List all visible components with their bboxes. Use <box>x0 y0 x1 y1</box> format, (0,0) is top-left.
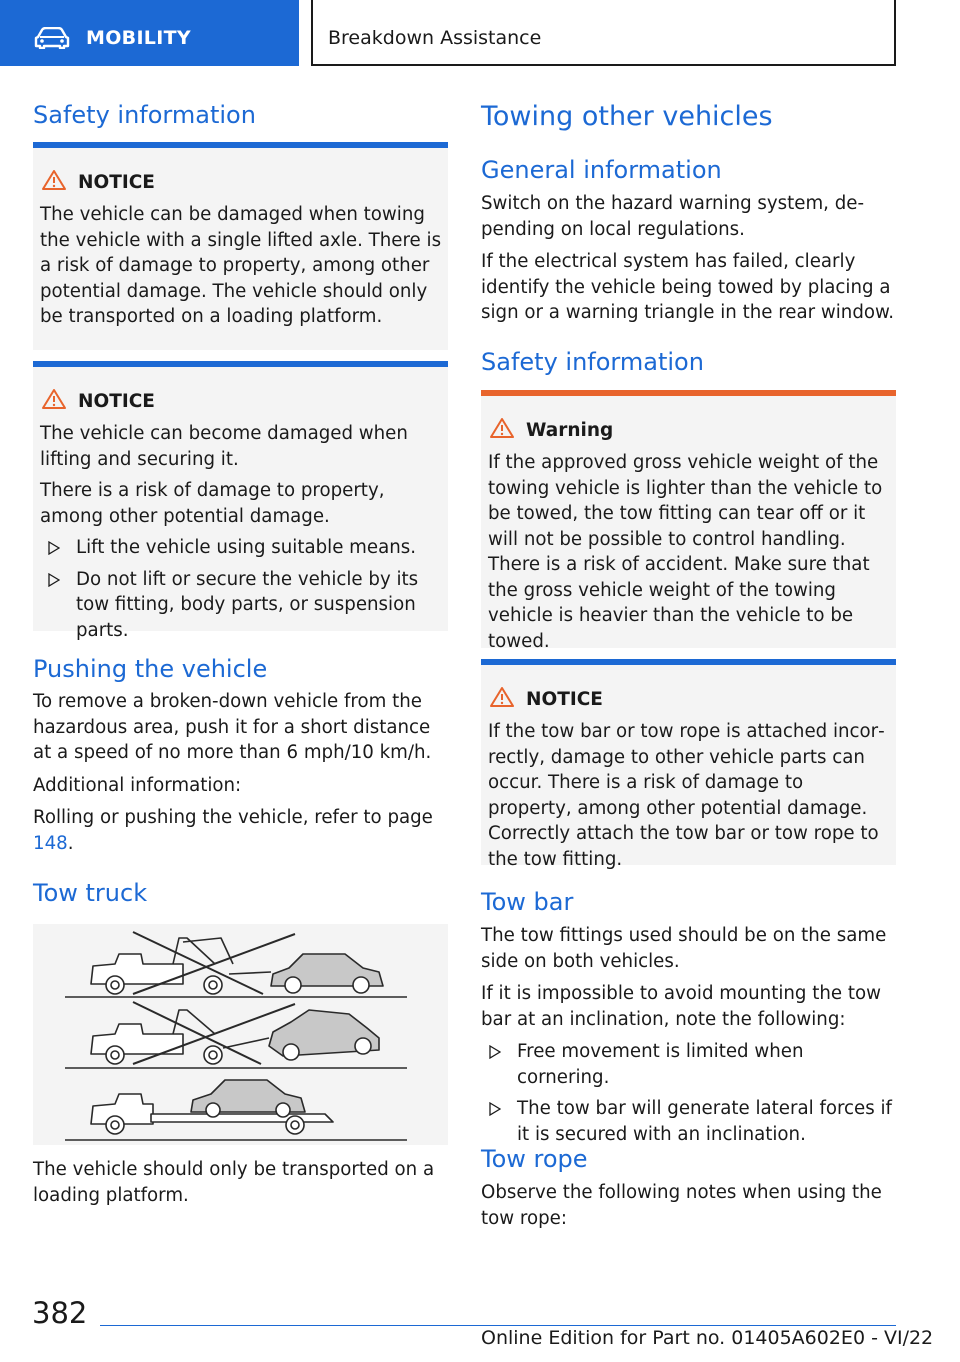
tow-rope-heading: Tow rope <box>481 1145 588 1173</box>
notice-text: The vehicle can be damaged when towing the vehicle with a single lifted axle. There is a risk of damage to property, among other potential damage. The vehicle should only be transported on a loading platform. <box>40 204 442 327</box>
notice-text: If the tow bar or tow rope is attached incorrectly, damage to other vehicle parts can occur. There is a risk of damage to property, among other potential damage. Correctly attach the tow bar or tow rope to the tow fitting. <box>488 721 885 870</box>
warning-triangle-icon <box>489 417 515 439</box>
triangle-bullet-icon <box>489 1045 501 1059</box>
notice-body <box>488 719 890 878</box>
tow-truck-diagram <box>33 924 448 1145</box>
warning-body <box>488 450 890 660</box>
paragraph: Rolling or pushing the vehicle, refer to page 148. <box>33 807 433 854</box>
tow-truck-heading: Tow truck <box>33 879 148 907</box>
chapter-title: Breakdown Assistance <box>328 27 542 49</box>
paragraph: To remove a broken-down vehicle from the hazardous area, push it for a short distance at a speed of no more than 6 mph/10 km/h. <box>33 691 432 763</box>
warning-bar <box>481 390 896 396</box>
page-link[interactable]: 148 <box>33 832 68 854</box>
warning-triangle-icon <box>41 388 67 410</box>
tow-bar-list <box>481 1039 896 1147</box>
safety-information-heading-2: Safety information <box>481 348 704 376</box>
notice-box-3 <box>481 659 896 870</box>
section-label: MOBILITY <box>86 27 191 49</box>
triangle-bullet-icon <box>489 1102 501 1116</box>
footer-edition: Online Edition for Part no. 01405A602E0 - VI/22 <box>481 1327 934 1349</box>
paragraph: If the electrical system has failed, clearly identify the vehicle being towed by placing a sign or a warning triangle in the rear window. <box>481 251 894 323</box>
list-item: The tow bar will generate lateral forces if it is secured with an inclination. <box>481 1096 896 1147</box>
paragraph: The tow fittings used should be on the same side on both vehicles. <box>481 925 887 972</box>
notice-bar <box>33 142 448 148</box>
paragraph: Observe the following notes when using the tow rope: <box>481 1182 882 1229</box>
notice-text: The vehicle can become damaged when lifting and securing it. <box>40 423 408 470</box>
list-item: Lift the vehicle using suitable means. <box>40 535 442 561</box>
paragraph: If it is impossible to avoid mounting the tow bar at an inclination, note the following: <box>481 983 881 1030</box>
tow-rope-text <box>481 1180 896 1238</box>
pushing-text <box>33 689 448 863</box>
triangle-bullet-icon <box>48 541 60 555</box>
car-icon <box>34 27 70 49</box>
tow-bar-text <box>481 923 896 1153</box>
warning-text: If the approved gross vehicle weight of the towing vehicle is lighter than the vehicle to be towed, the tow fitting can tear off or it will not be possible to control handling. There is a risk of accident. Make sure that the gross vehicle weight of the towing vehicle is heavier than the vehicle to be towed. <box>488 452 883 652</box>
notice-box-2 <box>33 361 448 641</box>
notice-bar <box>481 659 896 665</box>
tow-truck-caption <box>33 1157 448 1215</box>
warning-box <box>481 390 896 652</box>
notice-list <box>40 535 442 643</box>
paragraph: The vehicle should only be transported on a loading platform. <box>33 1159 435 1206</box>
notice-box-1 <box>33 142 448 350</box>
page-header <box>0 0 960 66</box>
notice-body <box>40 421 442 649</box>
chapter-box <box>311 0 896 66</box>
list-item: Do not lift or secure the vehicle by its tow fitting, body parts, or suspension parts. <box>40 567 442 644</box>
warning-triangle-icon <box>41 169 67 191</box>
notice-title: NOTICE <box>526 689 603 710</box>
paragraph: Switch on the hazard warning system, depending on local regulations. <box>481 193 865 240</box>
notice-body <box>40 202 442 336</box>
general-information-heading: General information <box>481 156 722 184</box>
warning-triangle-icon <box>489 686 515 708</box>
tow-bar-heading: Tow bar <box>481 888 574 916</box>
footer-divider <box>100 1325 896 1326</box>
towing-other-vehicles-heading: Towing other vehicles <box>481 101 773 132</box>
safety-information-heading: Safety information <box>33 101 256 129</box>
list-item: Free movement is limited when cornering. <box>481 1039 896 1090</box>
notice-title: NOTICE <box>78 391 155 412</box>
triangle-bullet-icon <box>48 573 60 587</box>
paragraph: Additional information: <box>33 774 242 796</box>
tow-truck-illustration <box>33 924 448 1145</box>
notice-bar <box>33 361 448 367</box>
pushing-heading: Pushing the vehicle <box>33 655 268 683</box>
notice-title: NOTICE <box>78 172 155 193</box>
warning-title: Warning <box>526 420 614 441</box>
general-information-text <box>481 191 896 333</box>
page-number: 382 <box>32 1296 88 1330</box>
section-tab[interactable] <box>0 0 299 66</box>
notice-text: There is a risk of damage to property, among other potential damage. <box>40 480 385 527</box>
